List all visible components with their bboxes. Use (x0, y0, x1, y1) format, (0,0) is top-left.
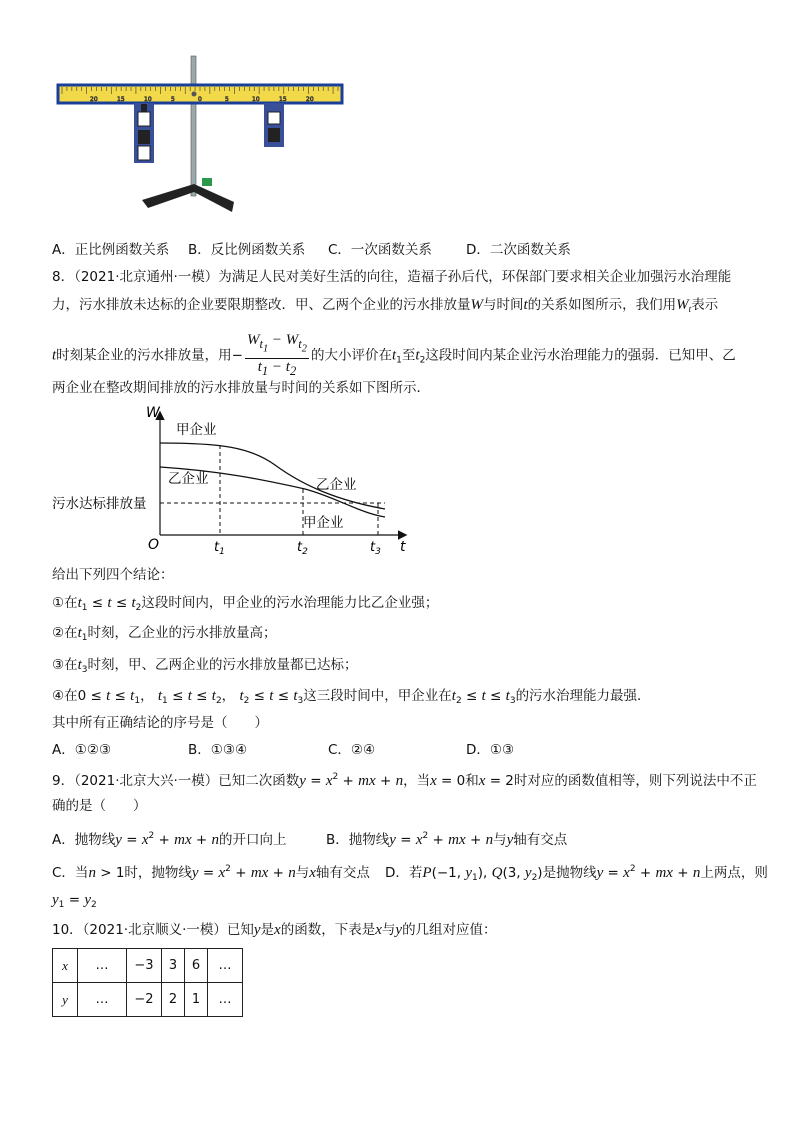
t2-tick: $t_2$ (297, 540, 308, 555)
ruler-tick-label: 10 (252, 96, 260, 103)
q8-question: 其中所有正确结论的序号是（ ） (52, 715, 268, 731)
yi-label-left: 乙企业 (168, 471, 209, 487)
jia-label-top: 甲企业 (176, 422, 217, 438)
table-cell: −3 (127, 949, 162, 983)
table-cell: 2 (162, 983, 185, 1017)
q8-line1: 8．（2021·北京通州·一模）为满足人民对美好生活的向往，造福子孙后代，环保部门要求相关企业加强污水治理能 (52, 269, 732, 285)
q8-emission-graph (50, 405, 420, 555)
q8-option-b: B．①③④ (188, 742, 248, 758)
q8-conclusion-1: ①在$t_1 \le t \le t_2$这段时间内，甲企业的污水治理能力比乙企业强； (52, 595, 439, 613)
standard-label: 污水达标排放量 (52, 496, 147, 512)
ruler-tick-label: 0 (198, 96, 202, 103)
ruler-tick-label: 10 (144, 96, 152, 103)
table-cell: −2 (127, 983, 162, 1017)
q9-option-b: B．抛物线$y = x^2$ + mx + n与y轴有交点 (326, 831, 568, 848)
q9-option-d: D．若P(−1, $y_1$), Q(3, $y_2$)是抛物线$y = x^2$ + mx + n上两点，则 (385, 864, 768, 883)
t3-tick: $t_3$ (370, 540, 381, 555)
q8-option-d: D．①③ (466, 742, 515, 758)
q9-line2: 确的是（ ） (52, 798, 147, 814)
table-row (53, 983, 243, 1017)
table-cell: … (208, 983, 243, 1017)
table-cell: … (78, 983, 127, 1017)
q7-option-b: B．反比例函数关系 (188, 242, 306, 258)
q7-option-d: D．二次函数关系 (466, 242, 571, 258)
q7-option-a: A．正比例函数关系 (52, 242, 170, 258)
q8-line3: t时刻某企业的污水排放量，用− $\frac{W_{t_1} - W_{t_2}}{t_1 - t_2}$ 的大小评价在$t_1$至$t_2$这段时间内某企业污水治理能力的强弱．已知甲、乙 (52, 332, 736, 378)
yi-label-right: 乙企业 (316, 477, 357, 493)
table-cell: 1 (185, 983, 208, 1017)
table-cell: 6 (185, 949, 208, 983)
t1-tick: $t_1$ (214, 540, 225, 555)
q8-conclusion-2: ②在$t_1$时刻，乙企业的污水排放量高； (52, 625, 277, 643)
lever-apparatus-image (52, 52, 352, 232)
q10-line1: 10．（2021·北京顺义·一模）已知y是x的函数，下表是x与y的几组对应值： (52, 922, 497, 938)
q10-value-table (52, 948, 243, 1017)
x-axis-label: t (400, 539, 406, 555)
table-cell: x (53, 949, 78, 983)
table-cell: … (78, 949, 127, 983)
table-cell: … (208, 949, 243, 983)
q8-line4: 两企业在整改期间排放的污水排放量与时间的关系如下图所示． (52, 380, 430, 396)
q8-conclusion-3: ③在$t_3$时刻，甲、乙两企业的污水排放量都已达标； (52, 657, 358, 675)
ruler-tick-label: 5 (225, 96, 229, 103)
q8-conclusions-intro: 给出下列四个结论： (52, 567, 174, 583)
table-cell: y (53, 983, 78, 1017)
table-row (53, 949, 243, 983)
ruler-tick-label: 15 (117, 96, 125, 103)
ruler-tick-label: 20 (306, 96, 314, 103)
q7-option-c: C．一次函数关系 (328, 242, 432, 258)
q8-option-c: C．②④ (328, 742, 376, 758)
ruler-tick-label: 15 (279, 96, 287, 103)
jia-label-bottom: 甲企业 (303, 515, 344, 531)
q8-conclusion-4: ④在$0 \le t \le t_1$， $t_1 \le t \le t_2$， $t_2 \le t \le t_3$这三段时间中，甲企业在$t_2 \le t \le t_3$的污水治理能力最强． (52, 688, 651, 706)
q8-option-a: A．①②③ (52, 742, 112, 758)
q8-line2: 力，污水排放未达标的企业要限期整改．甲、乙两个企业的污水排放量W与时间t的关系如图所示，我们用$W_t$表示 (52, 297, 719, 314)
q9-option-a: A．抛物线$y = x^2$ + mx + n的开口向上 (52, 831, 287, 848)
q9-line1: 9．（2021·北京大兴·一模）已知二次函数$y = x^2$ + mx + n，当x = 0和x = 2时对应的函数值相等，则下列说法中不正 (52, 772, 757, 789)
table-cell: 3 (162, 949, 185, 983)
origin-label: O (148, 537, 160, 553)
ruler-tick-label: 20 (90, 96, 98, 103)
y-axis-label: W (146, 405, 160, 421)
ruler-tick-label: 5 (171, 96, 175, 103)
q9-option-c: C．当n > 1时，抛物线$y = x^2$ + mx + n与x轴有交点 (52, 864, 370, 881)
q9-option-d-cont: $y_1 = y_2$ (52, 892, 97, 910)
